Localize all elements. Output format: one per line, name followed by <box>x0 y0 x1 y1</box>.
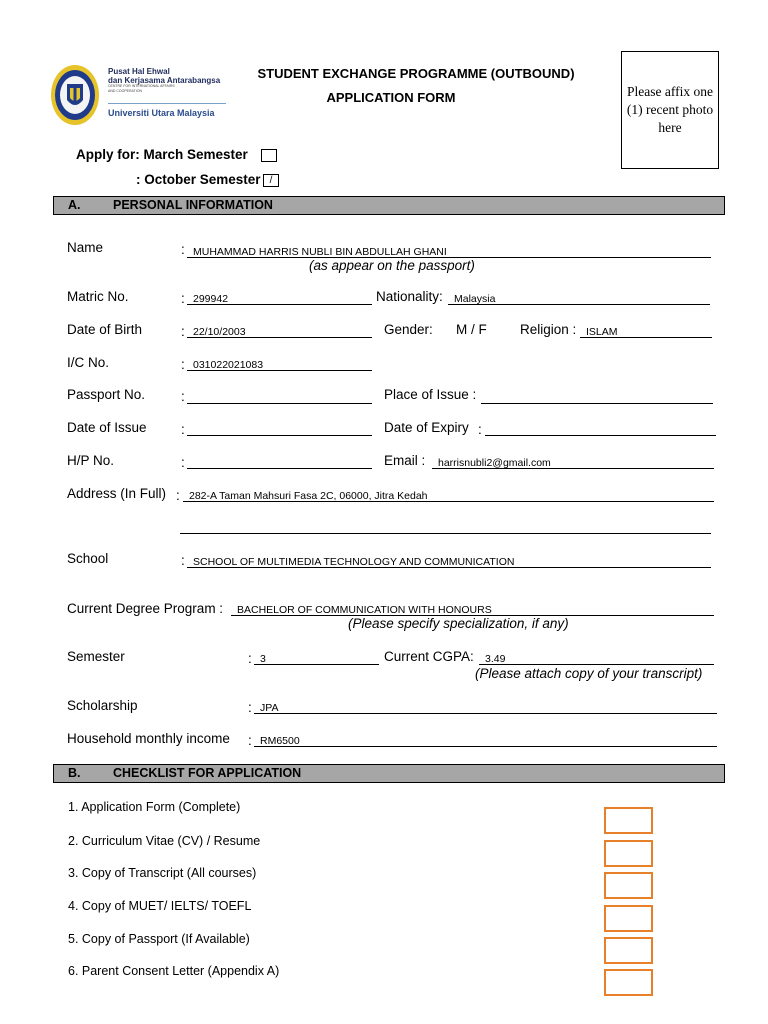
colon: : <box>181 389 185 404</box>
checklist-item: 4. Copy of MUET/ IELTS/ TOEFL <box>68 899 252 913</box>
address-label: Address (In Full) <box>67 486 167 501</box>
name-note: (as appear on the passport) <box>309 258 475 273</box>
date-expiry-label: Date of Expiry <box>384 420 469 435</box>
checklist-item: 1. Application Form (Complete) <box>68 800 241 814</box>
checklist-item: 2. Curriculum Vitae (CV) / Resume <box>68 834 261 848</box>
gender-label: Gender: <box>384 322 433 337</box>
religion-label: Religion : <box>520 322 577 337</box>
matric-field[interactable]: 299942 <box>187 291 372 305</box>
ic-field[interactable]: 031022021083 <box>187 357 372 371</box>
cgpa-field[interactable]: 3.49 <box>479 651 714 665</box>
section-a-header <box>53 196 725 215</box>
colon: : <box>248 700 252 715</box>
ic-label: I/C No. <box>67 355 110 370</box>
gender-options[interactable]: M / F <box>456 322 487 337</box>
colon: : <box>248 651 252 666</box>
income-field[interactable]: RM6500 <box>254 733 717 747</box>
checklist-checkbox[interactable] <box>604 937 653 964</box>
photo-box-text: Please affix one (1) recent photo here <box>626 84 714 135</box>
degree-field[interactable]: BACHELOR OF COMMUNICATION WITH HONOURS <box>231 602 714 616</box>
apply-march-label: Apply for: March Semester <box>76 147 248 162</box>
university-logo <box>50 62 230 130</box>
logo-line1: Pusat Hal Ehwal <box>108 67 170 76</box>
checklist-checkbox[interactable] <box>604 905 653 932</box>
matric-label: Matric No. <box>67 289 129 304</box>
semester-field[interactable]: 3 <box>254 651 379 665</box>
address-field-line2[interactable] <box>180 520 711 534</box>
date-issue-label: Date of Issue <box>67 420 147 435</box>
apply-october-label: : October Semester <box>136 172 261 187</box>
logo-small2: AND COOPERATION <box>108 89 142 93</box>
checklist-item: 3. Copy of Transcript (All courses) <box>68 866 257 880</box>
checklist-checkbox[interactable] <box>604 807 653 834</box>
logo-line2: dan Kerjasama Antarabangsa <box>108 76 221 85</box>
address-field[interactable]: 282-A Taman Mahsuri Fasa 2C, 06000, Jitra Kedah <box>183 488 714 502</box>
section-b-header <box>53 764 725 783</box>
checklist-checkbox[interactable] <box>604 840 653 867</box>
hp-label: H/P No. <box>67 453 115 468</box>
form-subtitle: APPLICATION FORM <box>326 90 456 105</box>
date-expiry-field[interactable] <box>485 422 716 436</box>
colon: : <box>181 455 185 470</box>
colon: : <box>181 291 185 306</box>
checklist-item: 6. Parent Consent Letter (Appendix A) <box>68 964 280 978</box>
hp-field[interactable] <box>187 455 372 469</box>
colon: : <box>181 242 185 257</box>
section-a-number: A. <box>68 198 81 212</box>
passport-label: Passport No. <box>67 387 146 402</box>
income-label: Household monthly income <box>67 731 230 746</box>
nationality-field[interactable]: Malaysia <box>448 291 710 305</box>
scholarship-label: Scholarship <box>67 698 138 713</box>
checklist-checkbox[interactable] <box>604 969 653 996</box>
colon: : <box>248 733 252 748</box>
colon: : <box>478 422 482 437</box>
checklist-item: 5. Copy of Passport (If Available) <box>68 932 250 946</box>
degree-label: Current Degree Program : <box>67 601 224 616</box>
place-issue-field[interactable] <box>481 390 713 404</box>
nationality-label: Nationality: <box>376 289 443 304</box>
cgpa-label: Current CGPA: <box>384 649 474 664</box>
colon: : <box>181 422 185 437</box>
colon: : <box>181 553 185 568</box>
school-field[interactable]: SCHOOL OF MULTIMEDIA TECHNOLOGY AND COMMUNICATION <box>187 554 711 568</box>
colon: : <box>181 324 185 339</box>
dob-label: Date of Birth <box>67 322 143 337</box>
logo-divider <box>108 103 226 104</box>
date-issue-field[interactable] <box>187 422 372 436</box>
march-semester-checkbox[interactable] <box>261 149 277 162</box>
degree-note: (Please specify specialization, if any) <box>348 616 569 631</box>
email-field[interactable]: harrisnubli2@gmail.com <box>432 455 714 469</box>
university-seal-icon <box>50 64 100 126</box>
section-b-title: CHECKLIST FOR APPLICATION <box>113 766 302 780</box>
form-title: STUDENT EXCHANGE PROGRAMME (OUTBOUND) <box>257 66 575 81</box>
name-field[interactable]: MUHAMMAD HARRIS NUBLI BIN ABDULLAH GHANI <box>187 244 711 258</box>
photo-box[interactable] <box>621 51 719 169</box>
cgpa-note: (Please attach copy of your transcript) <box>475 666 703 681</box>
school-label: School <box>67 551 109 566</box>
dob-field[interactable]: 22/10/2003 <box>187 324 372 338</box>
logo-university: Universiti Utara Malaysia <box>108 108 215 118</box>
religion-field[interactable]: ISLAM <box>580 324 712 338</box>
october-semester-checkbox[interactable]: / <box>263 174 279 187</box>
checklist-checkbox[interactable] <box>604 872 653 899</box>
scholarship-field[interactable]: JPA <box>254 700 717 714</box>
email-label: Email : <box>384 453 426 468</box>
passport-field[interactable] <box>187 390 372 404</box>
section-b-number: B. <box>68 766 81 780</box>
logo-small1: CENTRE FOR INTERNATIONAL AFFAIRS <box>108 84 175 88</box>
name-label: Name <box>67 240 104 255</box>
semester-label: Semester <box>67 649 125 664</box>
section-a-title: PERSONAL INFORMATION <box>113 198 273 212</box>
place-issue-label: Place of Issue : <box>384 387 477 402</box>
colon: : <box>176 488 180 503</box>
colon: : <box>181 357 185 372</box>
